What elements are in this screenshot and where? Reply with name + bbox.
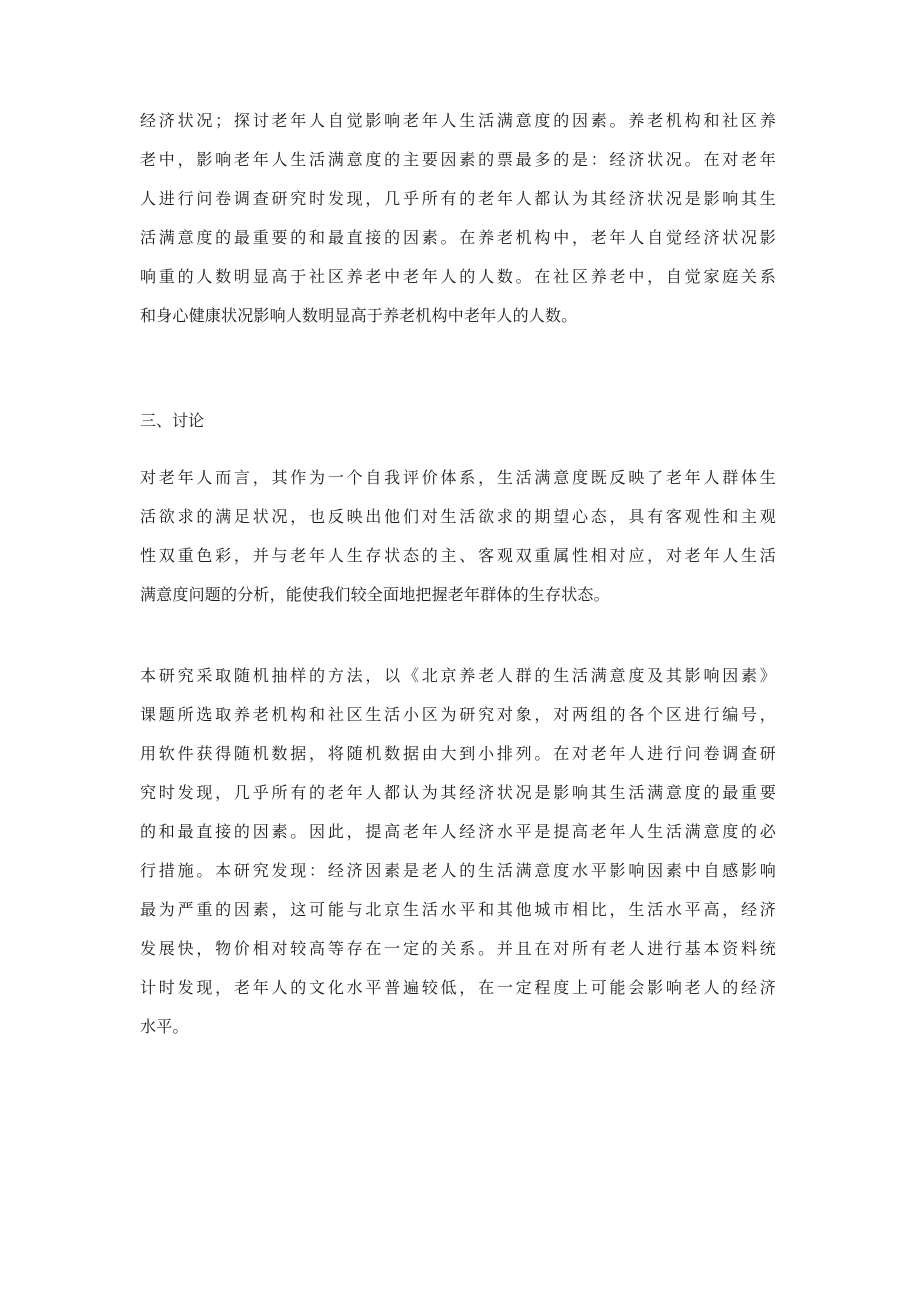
section-heading-discussion: 三、讨论 — [140, 411, 205, 430]
paragraph-line: 活欲求的满足状况，也反映出他们对生活欲求的期望心态，具有客观性和主观 — [140, 507, 776, 526]
paragraph-line: 的和最直接的因素。因此，提高老年人经济水平是提高老年人生活满意度的必 — [140, 822, 776, 841]
paragraph-line: 行措施。本研究发现：经济因素是老人的生活满意度水平影响因素中自感影响 — [140, 861, 776, 880]
paragraph-study-findings — [140, 656, 776, 1046]
paragraph-line: 人进行问卷调查研究时发现，几乎所有的老年人都认为其经济状况是影响其生 — [140, 189, 776, 208]
paragraph-line: 课题所选取养老机构和社区生活小区为研究对象，对两组的各个区进行编号， — [140, 705, 776, 724]
paragraph-line: 活满意度的最重要的和最直接的因素。在养老机构中，老年人自觉经济状况影 — [140, 228, 776, 247]
paragraph-line: 和身心健康状况影响人数明显高于养老机构中老年人的人数。 — [140, 306, 578, 325]
paragraph-line: 经济状况；探讨老年人自觉影响老年人生活满意度的因素。养老机构和社区养 — [140, 111, 776, 130]
paragraph-line: 性双重色彩，并与老年人生存状态的主、客观双重属性相对应，对老年人生活 — [140, 546, 776, 565]
paragraph-results-summary — [140, 101, 776, 335]
paragraph-line: 老中，影响老年人生活满意度的主要因素的票最多的是：经济状况。在对老年 — [140, 150, 776, 169]
paragraph-line: 对老年人而言，其作为一个自我评价体系，生活满意度既反映了老年人群体生 — [140, 468, 776, 487]
paragraph-line: 最为严重的因素，这可能与北京生活水平和其他城市相比，生活水平高，经济 — [140, 900, 776, 919]
paragraph-line: 满意度问题的分析，能使我们较全面地把握老年群体的生存状态。 — [140, 585, 610, 604]
paragraph-line: 用软件获得随机数据，将随机数据由大到小排列。在对老年人进行问卷调查研 — [140, 744, 776, 763]
paragraph-line: 本研究采取随机抽样的方法，以《北京养老人群的生活满意度及其影响因素》 — [140, 666, 776, 685]
paragraph-line: 发展快，物价相对较高等存在一定的关系。并且在对所有老人进行基本资料统 — [140, 939, 776, 958]
paragraph-discussion-intro — [140, 458, 776, 614]
paragraph-line: 究时发现，几乎所有的老年人都认为其经济状况是影响其生活满意度的最重要 — [140, 783, 776, 802]
paragraph-line: 水平。 — [140, 1017, 189, 1036]
paragraph-line: 响重的人数明显高于社区养老中老年人的人数。在社区养老中，自觉家庭关系 — [140, 267, 776, 286]
paragraph-line: 计时发现，老年人的文化水平普遍较低，在一定程度上可能会影响老人的经济 — [140, 978, 776, 997]
